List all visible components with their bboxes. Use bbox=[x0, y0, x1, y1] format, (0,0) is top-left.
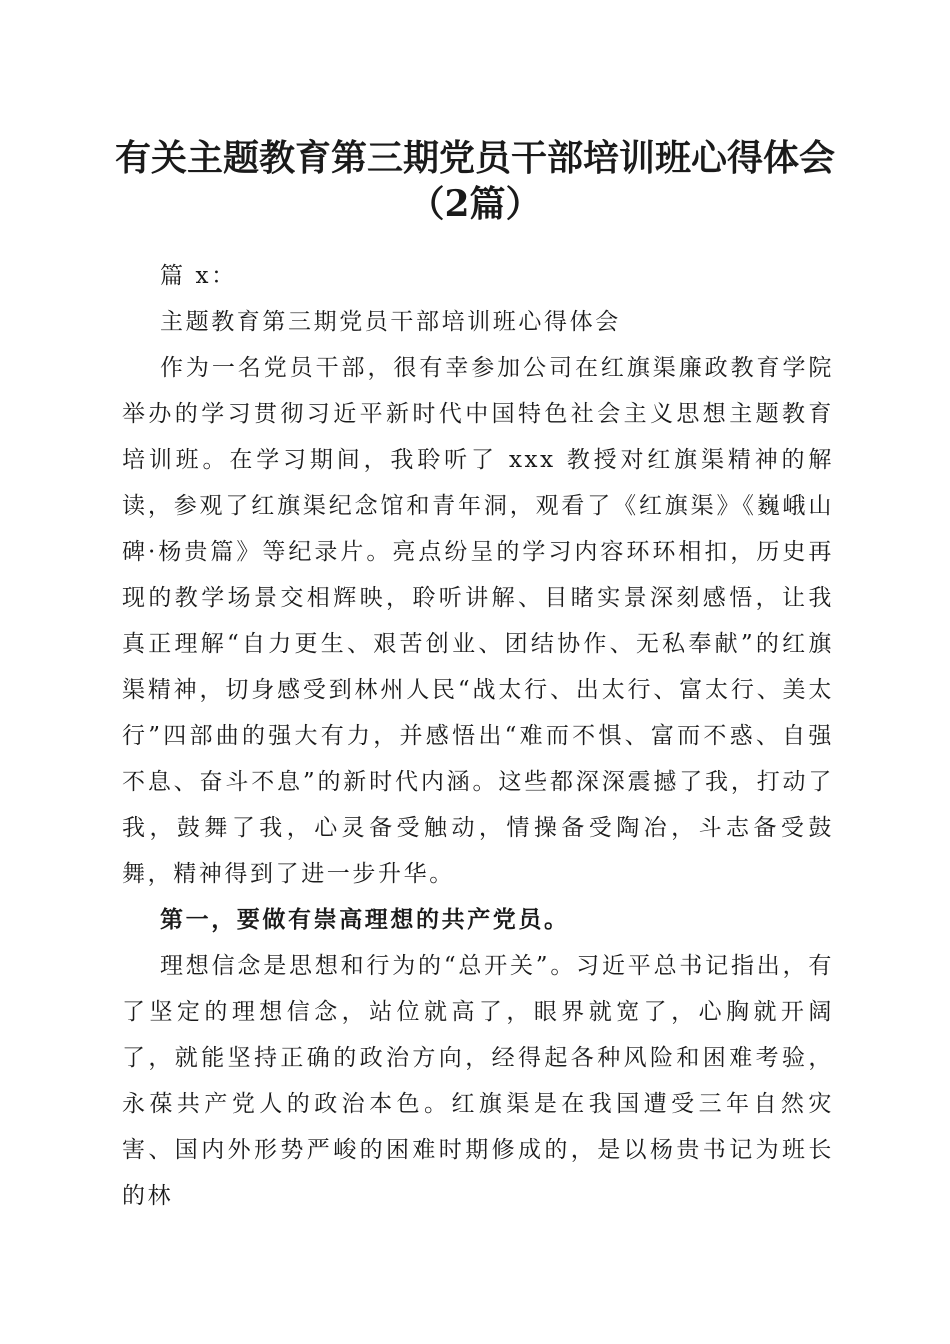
article-subtitle: 主题教育第三期党员干部培训班心得体会 bbox=[160, 309, 621, 335]
section-heading: 第一，要做有崇高理想的共产党员。 bbox=[160, 906, 570, 933]
body-paragraph: 作为一名党员干部，很有幸参加公司在红旗渠廉政教育学院举办的学习贯彻习近平新时代中国特色社会主义思想主题教育培训班。在学习期间，我聆听了 xxx 教授对红旗渠精神的解读，参观了红旗渠纪念馆和青年洞，观看了《红旗渠》《巍峨山碑·杨贵篇》等纪录片。亮点纷呈的学习内容环环相扣，历史再现的教学场景交相辉映，聆听讲解、目睹实景深刻感悟，让我真正理解“自力更生、艰苦创业、团结协作、无私奉献”的红旗渠精神，切身感受到林州人民“战太行、出太行、富太行、美太行”四部曲的强大有力，并感悟出“难而不惧、富而不惑、自强不息、奋斗不息”的新时代内涵。这些都深深震撼了我，打动了我，鼓舞了我，心灵备受触动，情操备受陶冶，斗志备受鼓舞，精神得到了进一步升华。 bbox=[122, 355, 834, 887]
document-title-line-1: 有关主题教育第三期党员干部培训班心得体会 bbox=[114, 137, 835, 179]
document-title-line-2: （2篇） bbox=[408, 183, 542, 225]
section-label: 篇 x： bbox=[160, 263, 237, 289]
document-body bbox=[122, 253, 834, 1219]
body-paragraph: 理想信念是思想和行为的“总开关”。习近平总书记指出，有了坚定的理想信念，站位就高了，眼界就宽了，心胸就开阔了，就能坚持正确的政治方向，经得起各种风险和困难考验，永葆共产党人的政治本色。红旗渠是在我国遭受三年自然灾害、国内外形势严峻的困难时期修成的，是以杨贵书记为班长的林 bbox=[122, 953, 834, 1209]
